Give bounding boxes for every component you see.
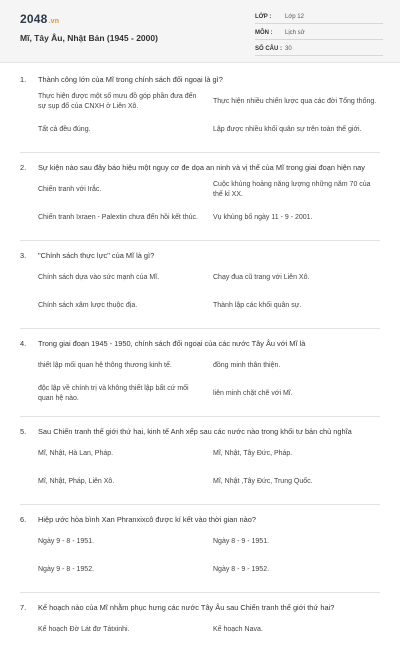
question-number: 6. bbox=[20, 515, 27, 524]
question-2 bbox=[20, 163, 380, 228]
site-logo[interactable] bbox=[20, 12, 59, 26]
meta-row-class bbox=[255, 10, 383, 24]
answer-option[interactable]: Ngày 8 - 9 - 1952. bbox=[213, 566, 270, 573]
answer-option[interactable]: thiết lập mối quan hệ thông thương kinh tế. bbox=[38, 362, 172, 369]
question-text: Kế hoạch nào của Mĩ nhằm phục hưng các nước Tây Âu sau Chiến tranh thế giới thứ hai? bbox=[38, 603, 335, 612]
meta-row-subject bbox=[255, 26, 383, 40]
question-number: 7. bbox=[20, 603, 27, 612]
answer-options bbox=[20, 444, 380, 492]
answer-option[interactable]: Thành lập các khối quân sự. bbox=[213, 302, 302, 309]
answer-option[interactable]: Kế hoạch Nava. bbox=[213, 626, 263, 633]
answer-option[interactable]: Ngày 8 - 9 - 1951. bbox=[213, 538, 270, 545]
answer-option[interactable]: Chính sách xâm lược thuộc địa. bbox=[38, 302, 138, 309]
meta-row-count bbox=[255, 42, 383, 56]
divider bbox=[20, 240, 380, 241]
logo-suffix: .vn bbox=[48, 18, 60, 25]
divider bbox=[20, 152, 380, 153]
question-text: Sự kiện nào sau đây báo hiệu một nguy cơ đe dọa an ninh và vị thế của Mĩ trong giai đoạn hiện nay bbox=[38, 163, 365, 172]
answer-option[interactable]: Vụ khủng bố ngày 11 - 9 - 2001. bbox=[213, 214, 313, 221]
question-number: 4. bbox=[20, 339, 27, 348]
answer-option[interactable]: Kế hoạch Đờ Lát đơ Tátxinhi. bbox=[38, 626, 130, 633]
answer-option[interactable]: Cuộc khủng hoảng năng lượng những năm 70 của thế kỉ XX. bbox=[213, 181, 371, 198]
question-text: "Chính sách thực lực" của Mĩ là gì? bbox=[38, 251, 155, 260]
header bbox=[0, 0, 400, 63]
answer-option[interactable]: Mĩ, Nhật, Pháp, Liên Xô. bbox=[38, 478, 115, 485]
answer-option[interactable]: Chiến tranh với Irắc. bbox=[38, 186, 102, 193]
answer-options bbox=[20, 620, 380, 640]
logo-main: 2048 bbox=[20, 12, 48, 26]
question-text: Hiệp ước hòa bình Xan Phranxixcô được kí kết vào thời gian nào? bbox=[38, 515, 256, 524]
answer-option[interactable]: liên minh chặt chẽ với Mĩ. bbox=[213, 390, 293, 397]
question-3 bbox=[20, 251, 380, 316]
question-number: 1. bbox=[20, 75, 27, 84]
answer-option[interactable]: Chiến tranh Ixraen - Palextin chưa đến hồi kết thúc. bbox=[38, 214, 198, 221]
divider bbox=[20, 416, 380, 417]
meta-value: Lớp 12 bbox=[285, 13, 304, 20]
answer-options bbox=[20, 92, 380, 140]
meta-value: 30 bbox=[285, 45, 292, 52]
question-1 bbox=[20, 75, 380, 140]
answer-options bbox=[20, 268, 380, 316]
answer-option[interactable]: Mĩ, Nhật ,Tây Đức, Trung Quốc. bbox=[213, 478, 313, 485]
answer-option[interactable]: Thực hiện được một số mưu đồ góp phần đưa đến sự sụp đổ của CNXH ở Liên Xô. bbox=[38, 93, 197, 110]
question-7 bbox=[20, 603, 380, 640]
question-list bbox=[20, 75, 380, 652]
divider bbox=[20, 328, 380, 329]
meta-value: Lịch sử bbox=[285, 29, 305, 36]
answer-option[interactable]: Ngày 9 - 8 - 1951. bbox=[38, 538, 95, 545]
question-text: Sau Chiến tranh thế giới thứ hai, kinh tế Anh xếp sau các nước nào trong khối tư bản chủ nghĩa bbox=[38, 427, 352, 436]
meta-label: SỐ CÂU : bbox=[255, 45, 282, 52]
answer-option[interactable]: Chính sách dựa vào sức mạnh của Mĩ. bbox=[38, 274, 160, 281]
meta-label: LỚP : bbox=[255, 13, 272, 20]
answer-option[interactable]: Mĩ, Nhật, Hà Lan, Pháp. bbox=[38, 450, 114, 457]
meta-label: MÔN : bbox=[255, 29, 273, 36]
answer-option[interactable]: Mĩ, Nhật, Tây Đức, Pháp. bbox=[213, 450, 293, 457]
question-text: Trong giai đoạn 1945 - 1950, chính sách đối ngoại của các nước Tây Âu với Mĩ là bbox=[38, 339, 306, 348]
question-6 bbox=[20, 515, 380, 580]
answer-options bbox=[20, 180, 380, 228]
answer-option[interactable]: Ngày 9 - 8 - 1952. bbox=[38, 566, 95, 573]
answer-option[interactable]: đồng minh thân thiện. bbox=[213, 362, 281, 369]
divider bbox=[20, 592, 380, 593]
answer-option[interactable]: Lập được nhiều khối quân sự trên toàn thế giới. bbox=[213, 126, 362, 133]
question-5 bbox=[20, 427, 380, 492]
question-4 bbox=[20, 339, 380, 404]
answer-option[interactable]: độc lập về chính trị và không thiết lập bất cứ mối quan hệ nào. bbox=[38, 385, 189, 402]
divider bbox=[20, 504, 380, 505]
page-title: Mĩ, Tây Âu, Nhật Bản (1945 - 2000) bbox=[20, 33, 158, 43]
question-text: Thành công lớn của Mĩ trong chính sách đối ngoại là gì? bbox=[38, 75, 223, 84]
answer-option[interactable]: Tất cả đều đúng. bbox=[38, 126, 91, 133]
answer-options bbox=[20, 356, 380, 404]
answer-option[interactable]: Chạy đua cũ trang với Liên Xô. bbox=[213, 274, 310, 281]
question-number: 2. bbox=[20, 163, 27, 172]
question-number: 5. bbox=[20, 427, 27, 436]
answer-option[interactable]: Thực hiện nhiều chiến lược qua các đời Tổng thống. bbox=[213, 98, 377, 105]
meta-info bbox=[255, 10, 383, 58]
question-number: 3. bbox=[20, 251, 27, 260]
answer-options bbox=[20, 532, 380, 580]
